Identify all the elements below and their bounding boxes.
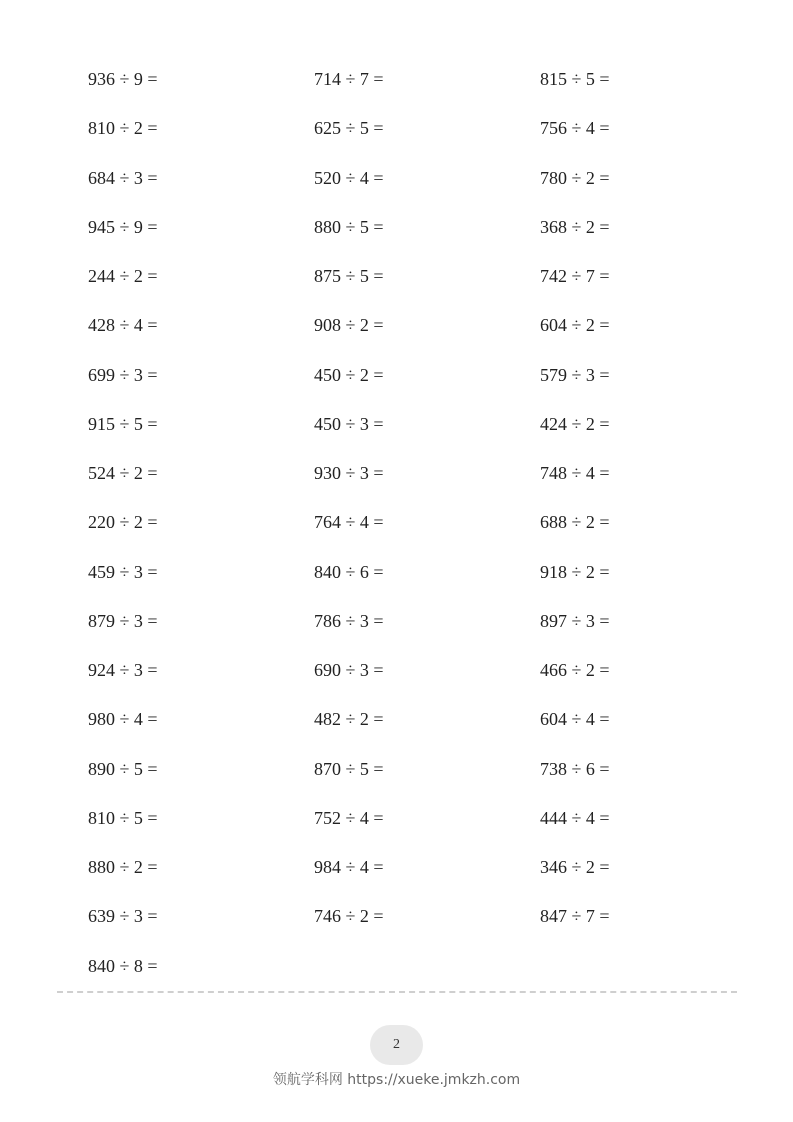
division-problem: 714 ÷ 7 = xyxy=(314,69,384,89)
division-problem: 908 ÷ 2 = xyxy=(314,315,384,336)
footer-site-text: 领航学科网 https://xueke.jmkzh.com xyxy=(272,1072,521,1088)
division-problem: 840 ÷ 6 = xyxy=(314,561,384,582)
division-problem: 459 ÷ 3 = xyxy=(88,561,158,582)
division-problem: 604 ÷ 4 = xyxy=(540,709,610,730)
division-problem: 244 ÷ 2 = xyxy=(88,266,158,286)
division-problem: 368 ÷ 2 = xyxy=(540,216,610,237)
division-problem: 752 ÷ 4 = xyxy=(314,807,384,828)
division-problem: 890 ÷ 5 = xyxy=(88,758,158,779)
division-problem: 466 ÷ 2 = xyxy=(540,660,610,680)
division-problem: 880 ÷ 2 = xyxy=(88,857,158,877)
division-problem: 945 ÷ 9 = xyxy=(88,216,158,237)
division-problem: 520 ÷ 4 = xyxy=(314,167,384,188)
division-problem: 450 ÷ 3 = xyxy=(314,413,384,434)
division-problem: 880 ÷ 5 = xyxy=(314,216,384,237)
division-problem: 444 ÷ 4 = xyxy=(540,807,610,828)
division-problem: 482 ÷ 2 = xyxy=(314,709,384,730)
division-problem: 870 ÷ 5 = xyxy=(314,758,384,779)
division-problem: 897 ÷ 3 = xyxy=(540,610,610,631)
division-problem: 220 ÷ 2 = xyxy=(88,512,158,533)
division-problem: 780 ÷ 2 = xyxy=(540,167,610,188)
division-problem: 810 ÷ 2 = xyxy=(88,118,158,139)
division-problem: 428 ÷ 4 = xyxy=(88,315,158,336)
division-problem: 346 ÷ 2 = xyxy=(540,857,610,877)
division-problem: 756 ÷ 4 = xyxy=(540,118,610,139)
division-problem: 840 ÷ 8 = xyxy=(88,955,158,976)
division-problem: 742 ÷ 7 = xyxy=(540,266,610,286)
division-problem: 936 ÷ 9 = xyxy=(88,69,158,89)
division-problem: 690 ÷ 3 = xyxy=(314,660,384,680)
division-problem: 424 ÷ 2 = xyxy=(540,413,610,434)
division-problem: 450 ÷ 2 = xyxy=(314,364,384,385)
division-problem: 786 ÷ 3 = xyxy=(314,610,384,631)
division-problem: 625 ÷ 5 = xyxy=(314,118,384,139)
page-number-badge xyxy=(370,1025,423,1065)
division-problem: 847 ÷ 7 = xyxy=(540,906,610,927)
division-problem: 748 ÷ 4 = xyxy=(540,463,610,483)
division-problem: 604 ÷ 2 = xyxy=(540,315,610,336)
page-number: 2 xyxy=(393,1037,400,1052)
division-problem: 688 ÷ 2 = xyxy=(540,512,610,533)
division-problem: 738 ÷ 6 = xyxy=(540,758,610,779)
division-problem: 699 ÷ 3 = xyxy=(88,364,158,385)
division-problem: 639 ÷ 3 = xyxy=(88,906,158,927)
division-problem: 918 ÷ 2 = xyxy=(540,561,610,582)
division-problem: 984 ÷ 4 = xyxy=(314,857,384,877)
division-problem: 764 ÷ 4 = xyxy=(314,512,384,533)
division-problem: 930 ÷ 3 = xyxy=(314,463,384,483)
division-problem: 980 ÷ 4 = xyxy=(88,709,158,730)
division-problem: 875 ÷ 5 = xyxy=(314,266,384,286)
division-problem: 879 ÷ 3 = xyxy=(88,610,158,631)
division-problem: 684 ÷ 3 = xyxy=(88,167,158,188)
division-problem: 746 ÷ 2 = xyxy=(314,906,384,927)
division-problem: 810 ÷ 5 = xyxy=(88,807,158,828)
division-problem: 815 ÷ 5 = xyxy=(540,69,610,89)
division-problem: 579 ÷ 3 = xyxy=(540,364,610,385)
dashed-divider xyxy=(57,991,737,993)
division-problem: 524 ÷ 2 = xyxy=(88,463,158,483)
division-problem: 915 ÷ 5 = xyxy=(88,413,158,434)
division-problem: 924 ÷ 3 = xyxy=(88,660,158,680)
